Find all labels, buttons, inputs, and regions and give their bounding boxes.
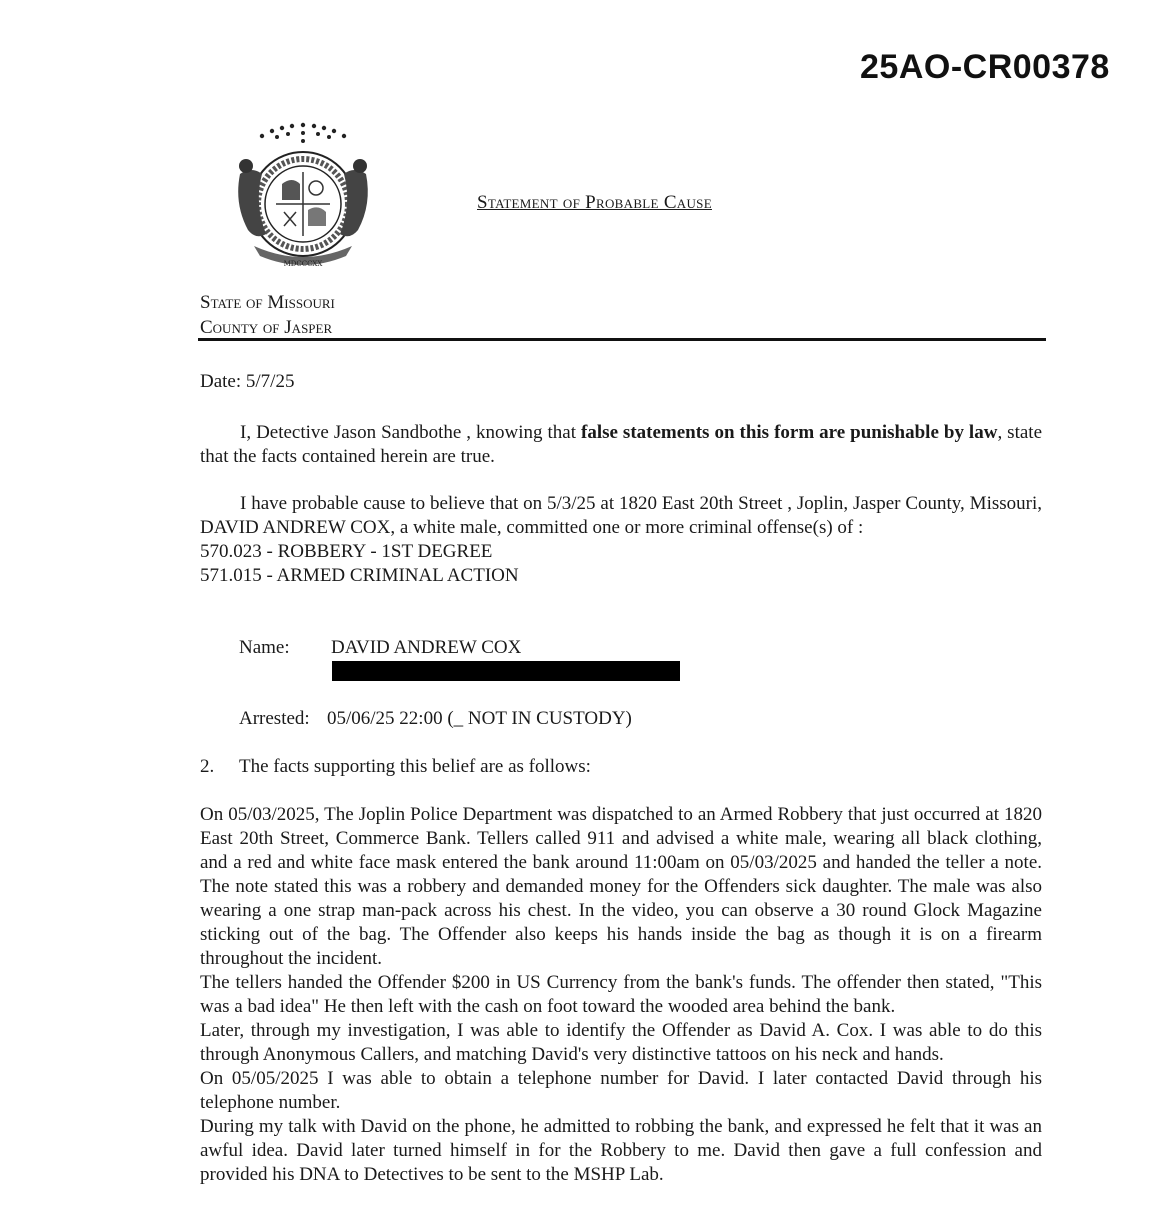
facts-number: 2. <box>200 756 215 777</box>
facts-paragraph-4: On 05/05/2025 I was able to obtain a telephone number for David. I later contacted David through his telephone number. <box>200 1068 1042 1113</box>
facts-paragraph-3: Later, through my investigation, I was able to identify the Offender as David A. Cox. I was able to do this through Anonymous Callers, and matching David's very distinctive tattoos on his neck and hands. <box>200 1020 1042 1065</box>
facts-paragraph-5: During my talk with David on the phone, he admitted to robbing the bank, and expressed he felt that it was an awful idea. David later turned himself in for the Robbery to me. David then gave a full confession and provided his DNA to Detectives to be sent to the MSHP Lab. <box>200 1116 1042 1185</box>
facts-paragraph-2: The tellers handed the Offender $200 in US Currency from the bank's funds. The offender then stated, "This was a bad idea" He then left with the cash on foot toward the wooded area behind the bank. <box>200 972 1042 1017</box>
name-label: Name: <box>239 637 290 658</box>
arrested-value: 05/06/25 22:00 (_ NOT IN CUSTODY) <box>327 708 632 729</box>
jurisdiction-block <box>200 290 335 340</box>
affirmation-paragraph <box>200 421 1042 469</box>
header-divider <box>198 338 1046 341</box>
affirmation-suffix: , state that the facts contained herein are true. <box>200 422 1042 467</box>
offense-1: 570.023 - ROBBERY - 1ST DEGREE <box>200 541 493 562</box>
document-title: Statement of Probable Cause <box>477 192 712 213</box>
affirmation-bold: false statements on this form are punishable by law <box>581 422 998 443</box>
facts-paragraph-1: On 05/03/2025, The Joplin Police Department was dispatched to an Armed Robbery that just occurred at 1820 East 20th Street, Commerce Bank. Tellers called 911 and advised a white male, wearing all black clothing, and a red and white face mask entered the bank around 11:00am on 05/03/2025 and handed the teller a note. The note stated this was a robbery and demanded money for the Offenders sick daughter. The male was also wearing a one strap man-pack across his chest. In the video, you can observe a 30 round Glock Magazine sticking out of the bag. The Offender also keeps his hands inside the bag as though it is on a firearm throughout the incident. <box>200 804 1042 969</box>
case-number: 25AO-CR00378 <box>860 48 1110 86</box>
county-name: County of Jasper <box>200 317 333 338</box>
svg-text:MDCCCXX: MDCCCXX <box>283 260 323 268</box>
missouri-state-seal-icon <box>232 122 374 270</box>
redaction-bar <box>332 661 680 681</box>
probable-cause-paragraph: I have probable cause to believe that on 5/3/25 at 1820 East 20th Street , Joplin, Jasper County, Missouri, DAVID ANDREW COX, a white male, committed one or more criminal offense(s) of : <box>200 493 1042 538</box>
offense-2: 571.015 - ARMED CRIMINAL ACTION <box>200 565 519 586</box>
statement-date: Date: 5/7/25 <box>200 371 295 392</box>
arrested-label: Arrested: <box>239 708 310 729</box>
subject-name: DAVID ANDREW COX <box>331 637 522 658</box>
affirmation-prefix: I, Detective Jason Sandbothe , knowing that <box>240 422 581 443</box>
state-name: State of Missouri <box>200 292 335 313</box>
facts-body <box>200 803 1042 1187</box>
facts-heading: The facts supporting this belief are as follows: <box>239 756 591 777</box>
